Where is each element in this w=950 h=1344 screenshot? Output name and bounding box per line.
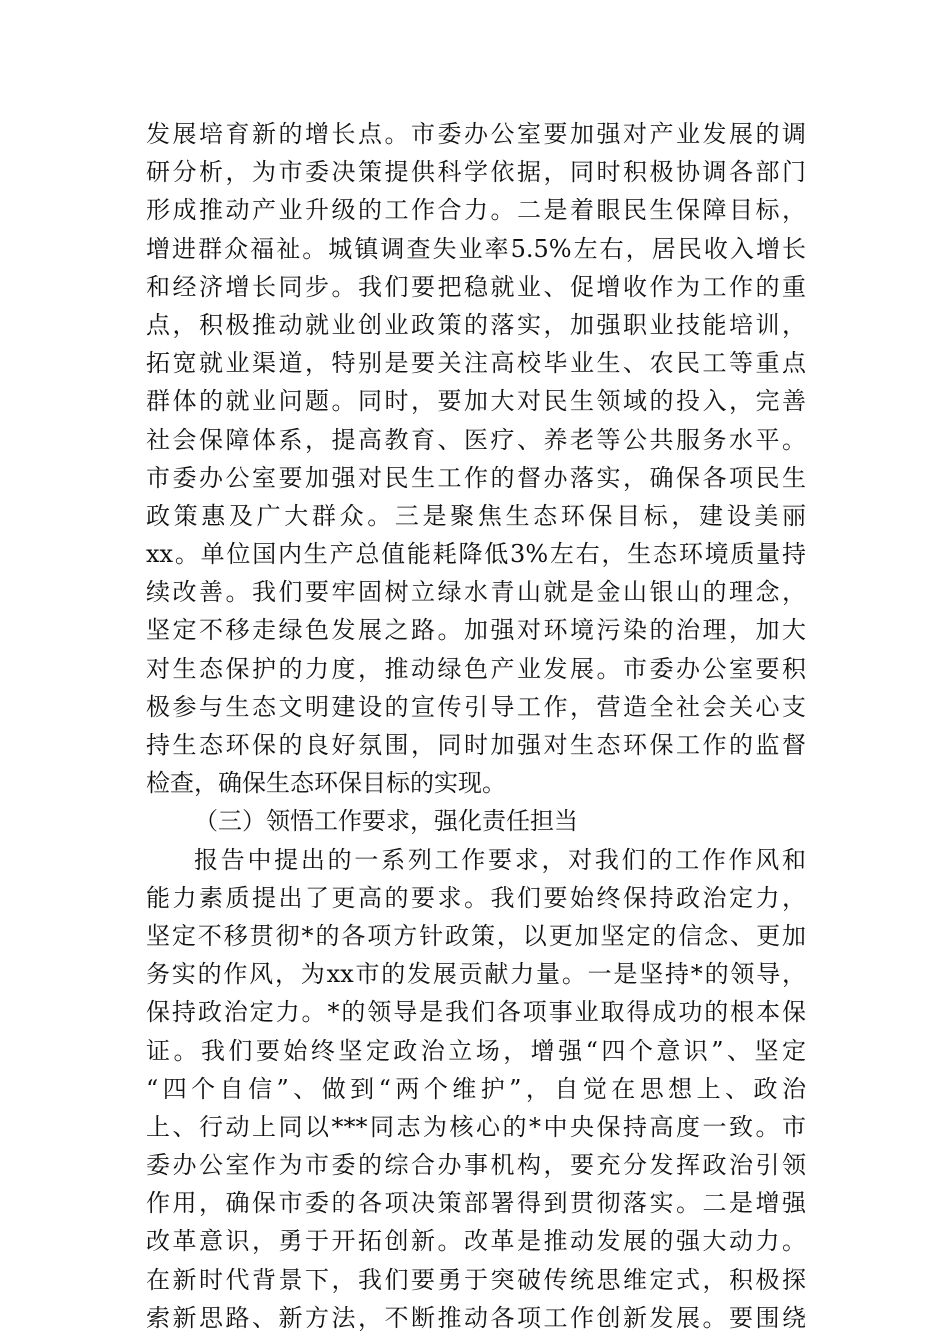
- text-line: 形成推动产业升级的工作合力。二是着眼民生保障目标，: [146, 196, 806, 225]
- text-line: 持生态环保的良好氛围，同时加强对生态环保工作的监督: [146, 731, 806, 759]
- text-line: 能力素质提出了更高的要求。我们要始终保持政治定力，: [146, 883, 806, 912]
- text-line: 检查，确保生态环保目标的实现。: [146, 769, 506, 798]
- text-line: 上、行动上同以***同志为核心的*中央保持高度一致。市: [146, 1112, 806, 1141]
- text-line: 报告中提出的一系列工作要求，对我们的工作作风和: [194, 845, 806, 874]
- text-line: 市委办公室要加强对民生工作的督办落实，确保各项民生: [146, 463, 806, 492]
- section-heading: （三）领悟工作要求，强化责任担当: [194, 807, 578, 836]
- text-line: 群体的就业问题。同时，要加大对民生领域的投入，完善: [146, 387, 806, 416]
- text-line: 政策惠及广大群众。三是聚焦生态环保目标，建设美丽: [146, 501, 806, 530]
- text-line: 点，积极推动就业创业政策的落实，加强职业技能培训，: [146, 310, 806, 339]
- text-line: “四个自信”、做到“两个维护”，自觉在思想上、政治: [146, 1074, 806, 1103]
- text-line: 保持政治定力。*的领导是我们各项事业取得成功的根本保: [146, 998, 806, 1027]
- text-line: 对生态保护的力度，推动绿色产业发展。市委办公室要积: [146, 654, 806, 683]
- text-line: 拓宽就业渠道，特别是要关注高校毕业生、农民工等重点: [146, 349, 806, 378]
- text-line: 续改善。我们要牢固树立绿水青山就是金山银山的理念，: [146, 578, 806, 607]
- text-line: 证。我们要始终坚定政治立场，增强“四个意识”、坚定: [146, 1036, 806, 1065]
- text-line: 务实的作风，为xx市的发展贡献力量。一是坚持*的领导，: [146, 960, 806, 989]
- text-line: 坚定不移走绿色发展之路。加强对环境污染的治理，加大: [146, 616, 806, 645]
- text-line: 增进群众福祉。城镇调查失业率5.5%左右，居民收入增长: [146, 234, 806, 263]
- text-line: xx。单位国内生产总值能耗降低3%左右，生态环境质量持: [146, 540, 806, 569]
- text-line: 和经济增长同步。我们要把稳就业、促增收作为工作的重: [146, 272, 806, 301]
- text-line: 索新思路、新方法，不断推动各项工作创新发展。要围绕: [146, 1303, 806, 1332]
- text-line: 发展培育新的增长点。市委办公室要加强对产业发展的调: [146, 120, 806, 148]
- paragraph-people-livelihood-ecology: [146, 115, 806, 802]
- document-body: [146, 115, 806, 1337]
- text-line: 作用，确保市委的各项决策部署得到贯彻落实。二是增强: [146, 1189, 806, 1218]
- text-line: 在新时代背景下，我们要勇于突破传统思维定式，积极探: [146, 1265, 806, 1294]
- text-line: 坚定不移贯彻*的各项方针政策，以更加坚定的信念、更加: [146, 921, 806, 950]
- text-line: 社会保障体系，提高教育、医疗、养老等公共服务水平。: [146, 425, 806, 454]
- text-line: 委办公室作为市委的综合办事机构，要充分发挥政治引领: [146, 1151, 806, 1180]
- text-line: 极参与生态文明建设的宣传引导工作，营造全社会关心支: [146, 692, 806, 721]
- text-line: 研分析，为市委决策提供科学依据，同时积极协调各部门: [146, 158, 806, 187]
- text-line: 改革意识，勇于开拓创新。改革是推动发展的强大动力。: [146, 1227, 806, 1256]
- paragraph-work-requirements: [146, 841, 806, 1337]
